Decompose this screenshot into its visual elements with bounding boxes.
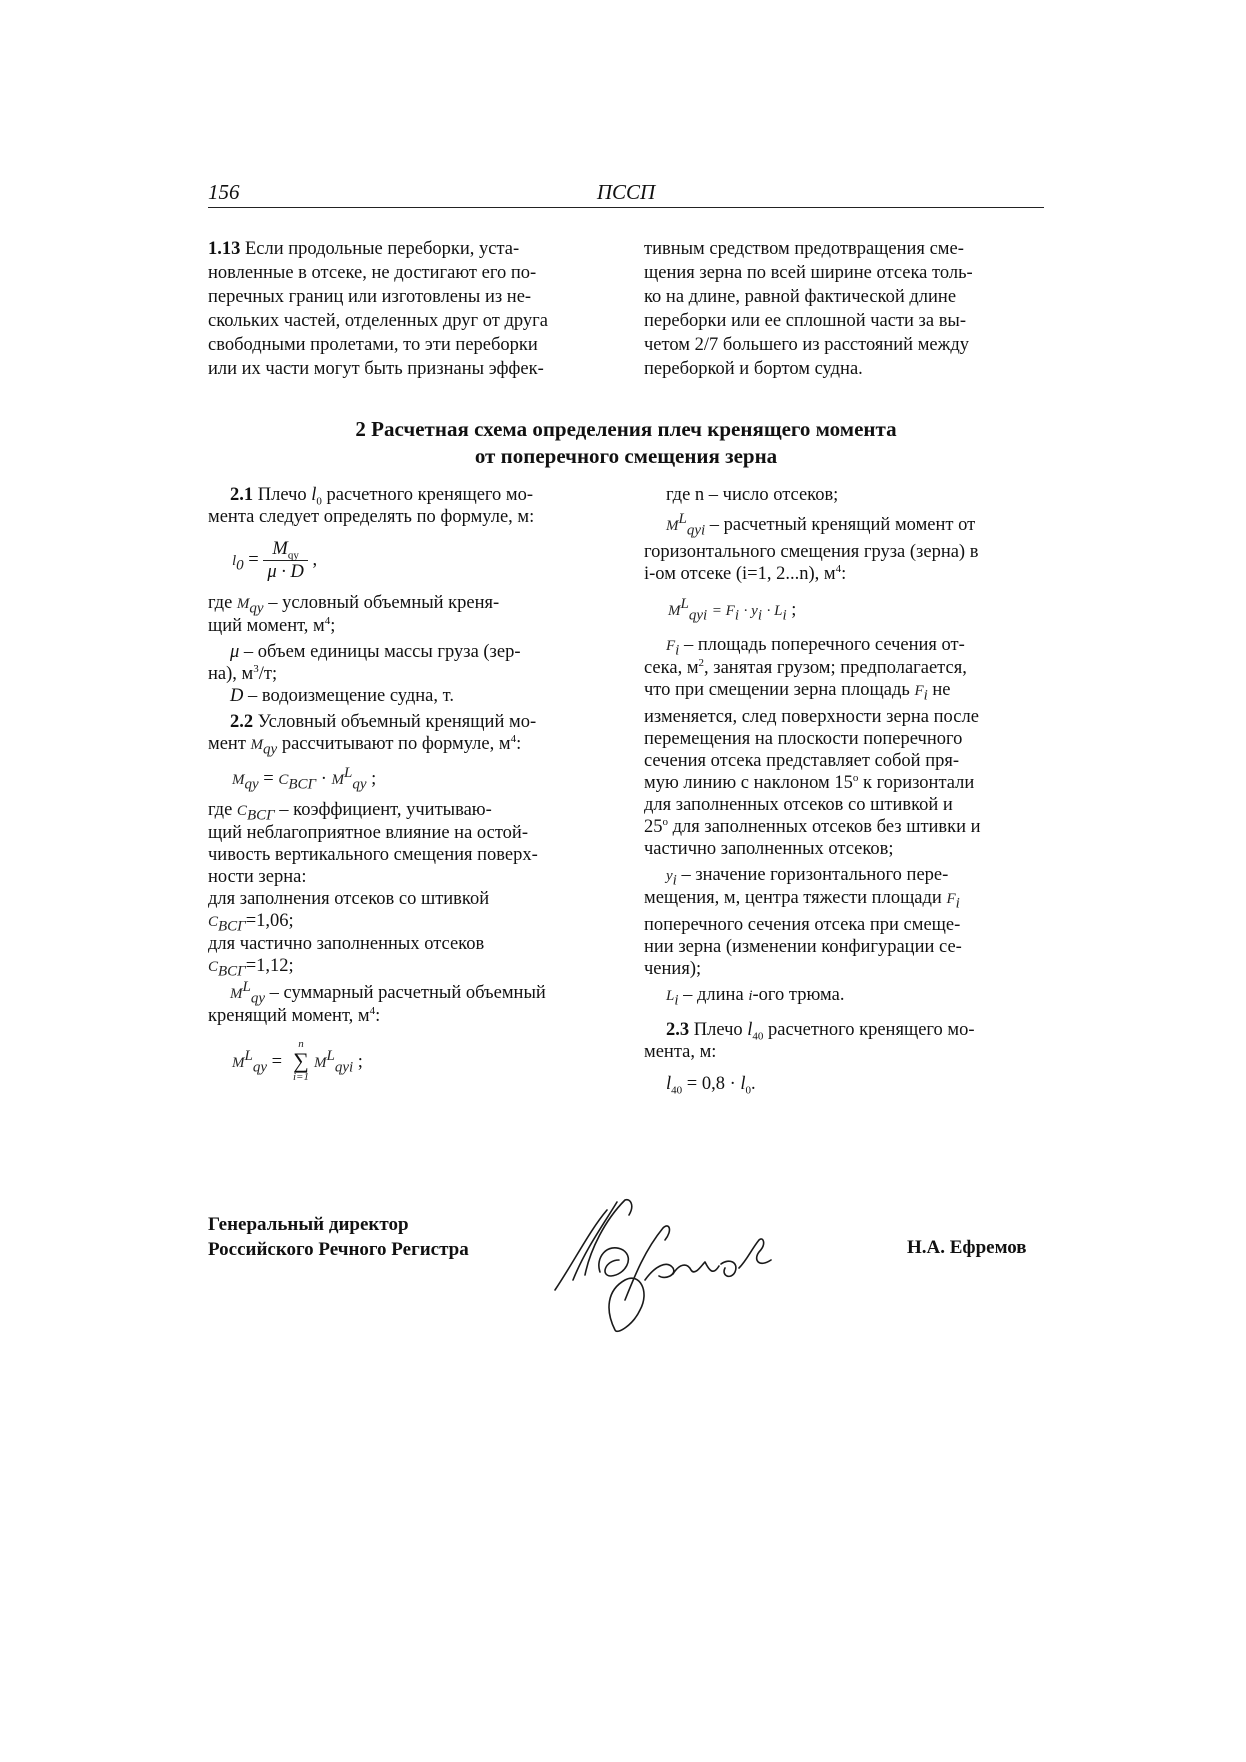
intro-line: щения зерна по всей ширине отсека толь-: [644, 263, 973, 283]
where-mqyi: $M^L_{qyi}$ – расчетный кренящий момент от: [666, 510, 976, 539]
where-mqy: где $M_{qy}$ – условный объемный креня-: [208, 593, 500, 617]
clause-2-2: 2.2 Условный объемный кренящий мо-: [230, 712, 537, 732]
intro-line: перечных границ или изготовлены из не-: [208, 287, 532, 307]
running-title: ПССП: [596, 180, 656, 204]
where-li: $L_i$ – длина i-ого трюма.: [666, 985, 845, 1009]
where-ml: $M^L_{qy}$ – суммарный расчетный объемный: [230, 978, 546, 1007]
formula-mqyi: $M^L_{qyi} = F_i \cdot y_i \cdot L_i$ ;: [668, 595, 797, 624]
where-yi: $y_i$ – значение горизонтального пере-: [666, 865, 949, 889]
intro-line: ко на длине, равной фактической длине: [644, 287, 957, 307]
intro-line: четом 2/7 большего из расстояний между: [644, 335, 970, 355]
intro-line: переборки или ее сплошной части за вы-: [644, 311, 967, 331]
clause-number: 1.13: [208, 239, 241, 259]
page-number: 156: [208, 180, 240, 204]
handwritten-signature: [545, 1180, 815, 1340]
intro-line: тивным средством предотвращения сме-: [644, 239, 964, 259]
formula-sum: $M^L_{qy}$ = n ∑ i=1 $M^L_{qyi}$ ;: [232, 1038, 363, 1083]
intro-line: скольких частей, отделенных друг от друга: [208, 311, 548, 331]
left-column: 2.1 Плечо $l_0$ расчетного кренящего мо- мента следует определять по формуле, м: $l_0$ = $\frac{M_{qy}}{\mu \cdot D}$ , где $M_{qy}$ – условный объемный креня- щий момент, $м^4$; μ – объем единицы массы груза (зер- на), $м^3/т$; D – водоизмещение судна, т. 2.2 Условный объемный кренящий мо- мент $M_{qy}$ рассчитывают по формуле, $м^4$: $M_{qy} = C_{BCГ} \cdot M^L_{qy}$ ; где $C_{BCГ}$ – коэффициент, учитываю- щий неблагоприятное влияние на остой- чивость вертикального смещения поверх- ности зерна: для заполнения отсеков со штивкой $C_{BCГ}=1,06$; для частично заполненных отсеков $C_{BCГ}=1,12$; $M^L_{qy}$ – суммарный расчетный объемный кренящий момент, $м^4$: $M^L_{qy}$ = n ∑ i=1 $M^L_{qyi}$ ;: [208, 484, 608, 1085]
intro-line: новленные в отсеке, не достигают его по-: [208, 263, 537, 283]
page-header: [208, 180, 1044, 208]
signatory-role: Генеральный директор Российского Речного Регистра: [208, 1214, 469, 1260]
formula-l0: $l_0$ = $\frac{M_{qy}}{\mu \cdot D}$ ,: [232, 539, 318, 582]
intro-line: 1.13 Если продольные переборки, уста-: [208, 239, 520, 259]
where-mu: μ – объем единицы массы груза (зер-: [230, 642, 521, 662]
intro-line: или их части могут быть признаны эффек-: [208, 359, 544, 379]
where-cvsg: где $C_{BCГ}$ – коэффициент, учитываю-: [208, 800, 492, 824]
formula-mqy: $M_{qy} = C_{BCГ} \cdot M^L_{qy}$ ;: [232, 764, 377, 793]
clause-2-1: 2.1 Плечо $l_0$ расчетного кренящего мо-: [230, 485, 534, 508]
where-d: D – водоизмещение судна, т.: [230, 686, 454, 706]
intro-line: свободными пролетами, то эти переборки: [208, 335, 538, 355]
intro-left-column: [208, 237, 608, 381]
intro-line: переборкой и бортом судна.: [644, 359, 863, 379]
section-heading: 2 Расчетная схема определения плеч кренящего момента от поперечного смещения зерна: [355, 417, 897, 468]
intro-right-column: [644, 237, 1044, 381]
signatory-name: Н.А. Ефремов: [907, 1237, 1027, 1258]
formula-l40: $l_{40} = 0,8 \cdot l_0$.: [666, 1074, 756, 1097]
where-fi: $F_i$ – площадь поперечного сечения от-: [666, 635, 965, 659]
right-column: где n – число отсеков; $M^L_{qyi}$ – расчетный кренящий момент от горизонтального смещения груза (зерна) в i-ом отсеке (i=1, 2...n), $м^4$: $M^L_{qyi} = F_i \cdot y_i \cdot L_i$ ; $F_i$ – площадь поперечного сечения от- сека, $м^2$, занятая грузом; предполагается, что при смещении зерна площадь $F_i$ не изменяется, след поверхности зерна после перемещения на плоскости поперечного сечения отсека представляет собой пря- мую линию с наклоном $15^о$ к горизонтали для заполненных отсеков со штивкой и $25^о$ для заполненных отсеков без штивки и частично заполненных отсеков; $y_i$ – значение горизонтального пере- мещения, м, центра тяжести площади $F_i$ поперечного сечения отсека при смеще- нии зерна (изменении конфигурации се- чения); $L_i$ – длина i-ого трюма. 2.3 Плечо $l_{40}$ расчетного кренящего мо- мента, м: $l_{40} = 0,8 \cdot l_0$.: [644, 484, 1044, 1095]
clause-2-3: 2.3 Плечо $l_{40}$ расчетного кренящего мо-: [666, 1020, 975, 1043]
